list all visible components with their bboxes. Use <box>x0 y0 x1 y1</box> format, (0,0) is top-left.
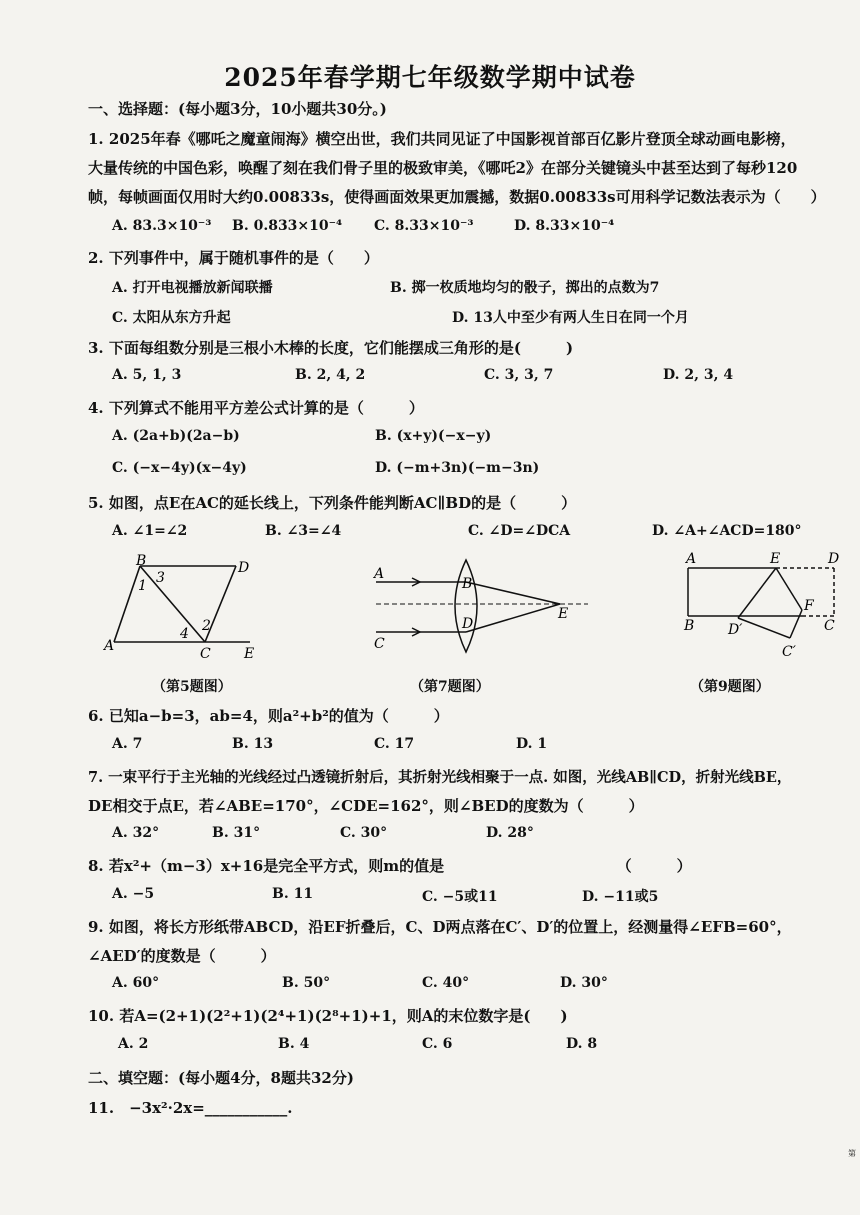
ray-be <box>466 582 560 604</box>
fig7-label-d: D <box>462 616 474 632</box>
q10-option-c: C. 6 <box>422 1036 453 1052</box>
fig5-label-a: A <box>104 638 115 654</box>
q9-option-c: C. 40° <box>422 975 470 991</box>
figure-7-lens <box>366 556 596 656</box>
q1-option-a: A. 83.3×10⁻³ <box>112 218 212 234</box>
q3-stem: 3. 下面每组数分别是三根小木棒的长度，它们能摆成三角形的是( ) <box>88 339 574 357</box>
q5-option-d: D. ∠A+∠ACD=180° <box>652 523 802 539</box>
q4-option-c: C. (−x−4y)(x−4y) <box>112 460 247 476</box>
fig9-label-d-prime: D′ <box>728 622 743 638</box>
q9-option-d: D. 30° <box>560 975 608 991</box>
q2-option-d: D. 13人中至少有两人生日在同一个月 <box>452 310 689 326</box>
fig5-angle-3: 3 <box>156 570 165 586</box>
fig9-label-e: E <box>770 551 781 567</box>
fig5-label-b: B <box>136 553 147 569</box>
fold-line-ef <box>776 568 802 610</box>
figure-5-parallelogram <box>100 552 270 662</box>
page-mark: 第 <box>848 1149 856 1158</box>
q1-option-d: D. 8.33×10⁻⁴ <box>514 218 615 234</box>
fig5-label-e: E <box>244 646 255 662</box>
q7-option-b: B. 31° <box>212 825 261 841</box>
segment-d-prime-c-prime <box>738 618 790 638</box>
q9-option-b: B. 50° <box>282 975 331 991</box>
q10-option-b: B. 4 <box>278 1036 310 1052</box>
q5-option-b: B. ∠3=∠4 <box>265 523 342 539</box>
q9-line-2: ∠AED′的度数是（ ） <box>88 947 276 965</box>
q1-line-3: 帧，每帧画面仅用时大约0.00833s，使得画面效果更加震撼，数据0.00833s可用科学记数法表示为（ ） <box>88 188 826 206</box>
q1-option-b: B. 0.833×10⁻⁴ <box>232 218 343 234</box>
q10-stem: 10. 若A=(2+1)(2²+1)(2⁴+1)(2⁸+1)+1，则A的末位数字是( ) <box>88 1007 568 1025</box>
q2-option-b: B. 掷一枚质地均匀的骰子，掷出的点数为7 <box>390 280 660 296</box>
q4-option-a: A. (2a+b)(2a−b) <box>112 428 240 444</box>
q6-option-d: D. 1 <box>516 736 548 752</box>
q2-option-c: C. 太阳从东方升起 <box>112 310 231 326</box>
fig7-label-a: A <box>374 566 385 582</box>
fig5-angle-4: 4 <box>180 626 189 642</box>
q9-option-a: A. 60° <box>112 975 160 991</box>
segment-c-prime-f <box>790 610 802 638</box>
fig9-label-d: D <box>828 551 840 567</box>
q4-option-b: B. (x+y)(−x−y) <box>375 428 492 444</box>
fig5-angle-2: 2 <box>202 618 211 634</box>
q3-option-d: D. 2, 3, 4 <box>663 367 734 383</box>
q6-option-b: B. 13 <box>232 736 274 752</box>
q3-option-b: B. 2, 4, 2 <box>295 367 366 383</box>
q7-line-1: 7. 一束平行于主光轴的光线经过凸透镜折射后，其折射光线相聚于一点. 如图，光线AB∥CD，折射光线BE， <box>88 769 792 786</box>
fig9-label-c: C <box>824 618 835 634</box>
q7-option-a: A. 32° <box>112 825 160 841</box>
q5-option-a: A. ∠1=∠2 <box>112 523 188 539</box>
fig9-label-a: A <box>686 551 697 567</box>
q1-option-c: C. 8.33×10⁻³ <box>374 218 474 234</box>
q5-stem: 5. 如图，点E在AC的延长线上，下列条件能判断AC∥BD的是（ ） <box>88 494 577 512</box>
q8-option-a: A. −5 <box>112 886 155 902</box>
q1-line-2: 大量传统的中国色彩，唤醒了刻在我们骨子里的极致审美，《哪吒2》在部分关键镜头中甚至达到了每秒120 <box>88 159 798 177</box>
section-fill-header: 二、填空题：(每小题4分，8题共32分) <box>88 1069 354 1087</box>
fig5-label-c: C <box>200 646 211 662</box>
ray-de <box>466 604 560 632</box>
convex-lens <box>455 560 477 652</box>
segment-bc <box>140 566 205 642</box>
q10-option-a: A. 2 <box>118 1036 149 1052</box>
q4-stem: 4. 下列算式不能用平方差公式计算的是（ ） <box>88 399 424 417</box>
fig5-angle-1: 1 <box>138 578 147 594</box>
segment-ba <box>114 566 140 642</box>
figure-7-caption: （第7题图） <box>410 679 490 695</box>
q11-stem: 11. −3x²·2x=___________. <box>88 1099 293 1117</box>
q8-option-b: B. 11 <box>272 886 314 902</box>
q1-line-1: 1. 2025年春《哪吒之魔童闹海》横空出世，我们共同见证了中国影视首部百亿影片登顶全球动画电影榜， <box>88 130 796 148</box>
page-title: 2025年春学期七年级数学期中试卷 <box>224 63 636 92</box>
q9-line-1: 9. 如图，将长方形纸带ABCD，沿EF折叠后，C、D两点落在C′、D′的位置上，经测量得∠EFB=60°， <box>88 918 792 936</box>
figure-9-caption: （第9题图） <box>690 679 770 695</box>
figure-9-folded-strip <box>676 548 846 666</box>
q3-option-c: C. 3, 3, 7 <box>484 367 554 383</box>
q3-option-a: A. 5, 1, 3 <box>112 367 182 383</box>
fig9-label-c-prime: C′ <box>782 644 796 660</box>
q2-stem: 2. 下列事件中，属于随机事件的是（ ） <box>88 249 379 267</box>
section-choice-header: 一、选择题：(每小题3分，10小题共30分。) <box>88 100 387 118</box>
fig9-label-f: F <box>804 598 814 614</box>
q5-option-c: C. ∠D=∠DCA <box>468 523 571 539</box>
fig7-label-c: C <box>374 636 385 652</box>
fig5-label-d: D <box>238 560 250 576</box>
q10-option-d: D. 8 <box>566 1036 598 1052</box>
fig7-label-b: B <box>462 576 473 592</box>
fig9-label-b: B <box>684 618 695 634</box>
q7-option-c: C. 30° <box>340 825 388 841</box>
q8-option-d: D. −11或5 <box>582 889 659 905</box>
q8-stem: 8. 若x²+（m−3）x+16是完全平方式，则m的值是 （ ） <box>88 857 692 875</box>
figure-5-caption: （第5题图） <box>152 679 232 695</box>
q2-option-a: A. 打开电视播放新闻联播 <box>112 280 273 296</box>
segment-ed-prime <box>738 568 776 618</box>
q7-option-d: D. 28° <box>486 825 534 841</box>
q6-stem: 6. 已知a−b=3，ab=4，则a²+b²的值为（ ） <box>88 707 449 725</box>
fig7-label-e: E <box>558 606 569 622</box>
q8-option-c: C. −5或11 <box>422 889 498 905</box>
q7-line-2: DE相交于点E，若∠ABE=170°，∠CDE=162°，则∠BED的度数为（ ） <box>88 797 644 815</box>
q4-option-d: D. (−m+3n)(−m−3n) <box>375 460 540 476</box>
q6-option-a: A. 7 <box>112 736 143 752</box>
q6-option-c: C. 17 <box>374 736 415 752</box>
